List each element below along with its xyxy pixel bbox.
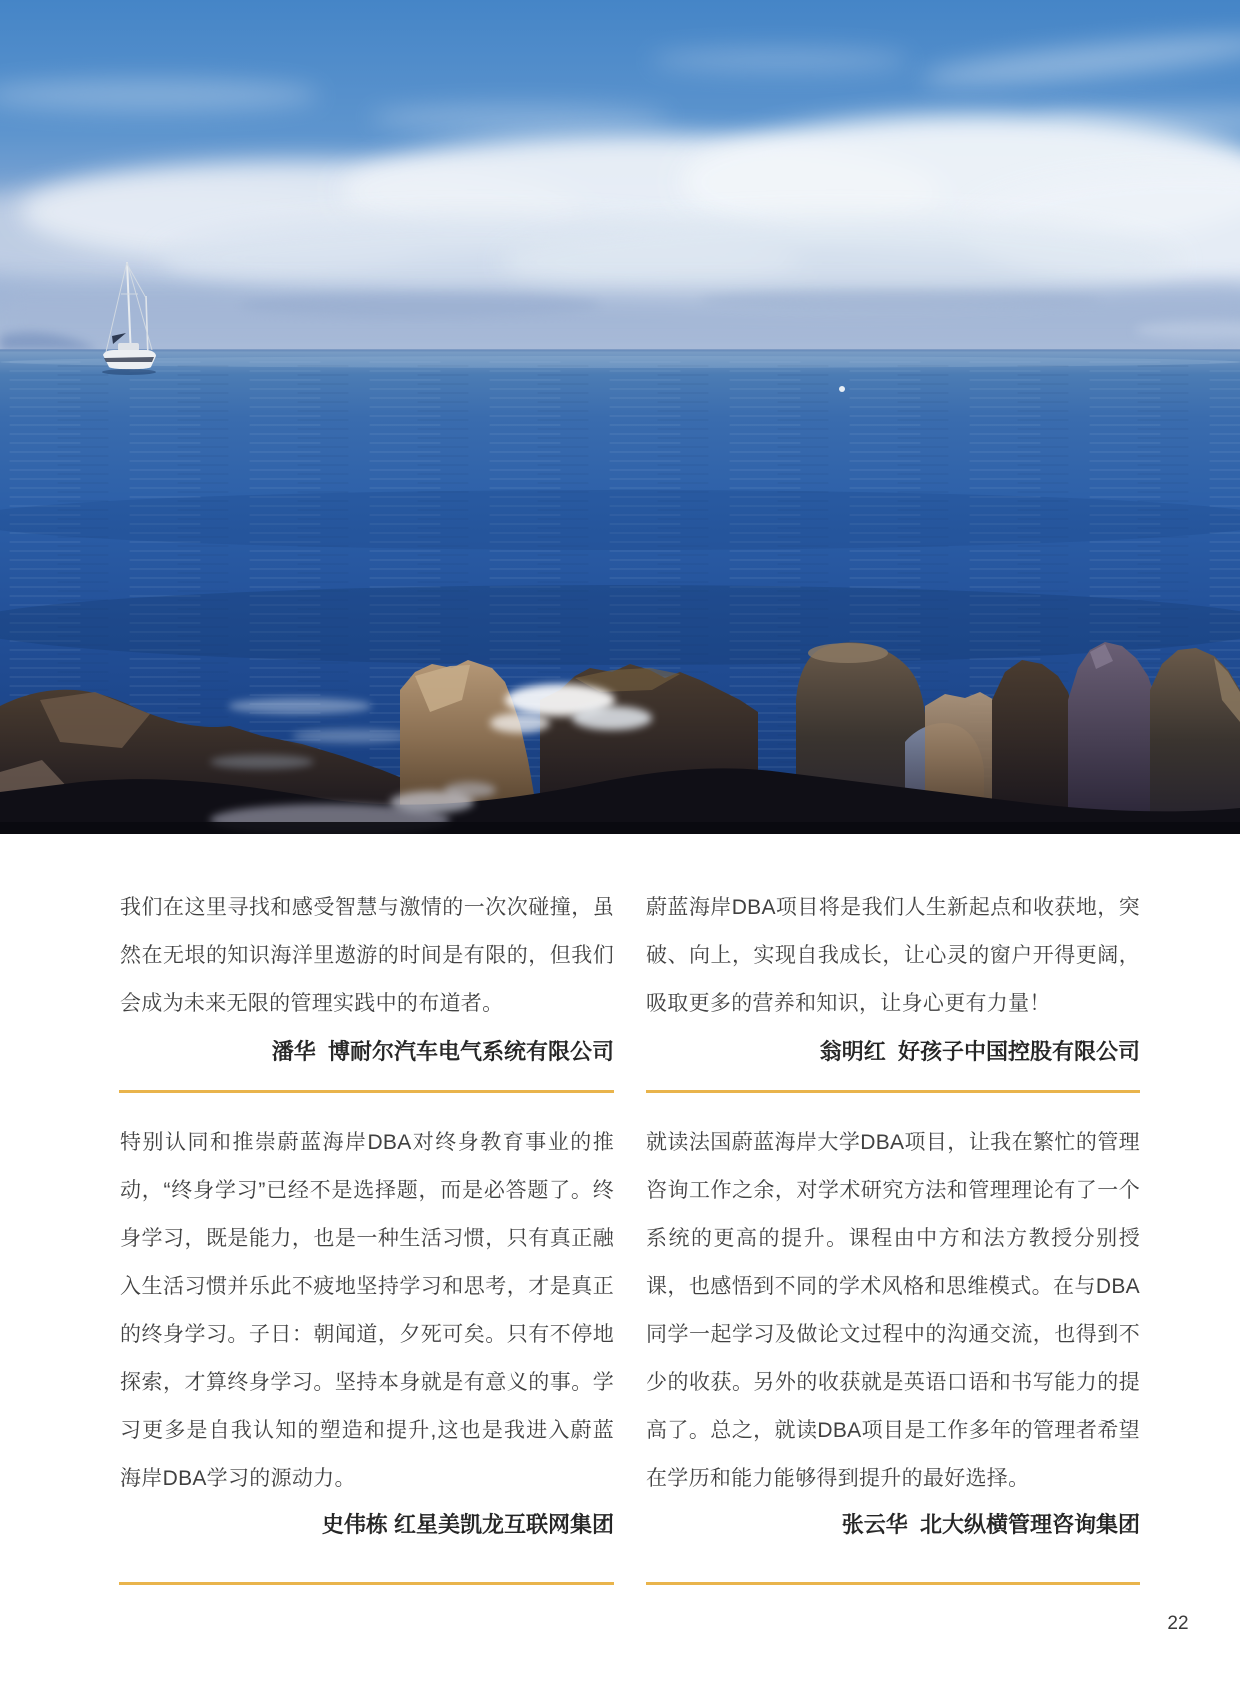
rocks-right-b <box>1068 642 1158 834</box>
testimonial-quote-1: 我们在这里寻找和感受智慧与激情的一次次碰撞，虽然在无垠的知识海洋里遨游的时间是有限的，但我们会成为未来无限的管理实践中的布道者。 <box>120 896 614 1015</box>
testimonial-attribution-3: 史伟栋 红星美凯龙互联网集团 <box>321 1512 614 1537</box>
testimonial-quote-3: 特别认同和推崇蔚蓝海岸DBA对终身教育事业的推动，“终身学习”已经不是选择题，而是必答题了。终身学习，既是能力，也是一种生活习惯，只有真正融入生活习惯并乐此不疲地坚持学习和思考，才是真正的终身学习。子日：朝闻道，夕死可矣。只有不停地探索，才算终身学习。坚持本身就是有意义的事。学习更多是自我认知的塑造和提升,这也是我进入蔚蓝海岸DBA学习的源动力。 <box>120 1131 614 1490</box>
testimonial-quote-4: 就读法国蔚蓝海岸大学DBA项目，让我在繁忙的管理咨询工作之余，对学术研究方法和管理理论有了一个系统的更高的提升。课程由中方和法方教授分别授课，也感悟到不同的学术风格和思维模式。在与DBA同学一起学习及做论文过程中的沟通交流，也得到不少的收获。另外的收获就是英语口语和书写能力的提高了。总之，就读DBA项目是工作多年的管理者希望在学历和能力能够得到提升的最好选择。 <box>646 1131 1140 1490</box>
testimonial-quote-2: 蔚蓝海岸DBA项目将是我们人生新起点和收获地，突破、向上，实现自我成长，让心灵的窗户开得更阔，吸取更多的营养和知识，让身心更有力量！ <box>646 896 1140 1015</box>
page-number: 22 <box>1167 1613 1189 1634</box>
hero-sea-photo <box>0 0 1240 834</box>
sky <box>0 0 1240 356</box>
testimonial-attribution-1: 潘华 博耐尔汽车电气系统有限公司 <box>271 1039 614 1064</box>
buoy <box>839 386 845 392</box>
accent-divider-3 <box>119 1582 614 1585</box>
testimonial-attribution-4: 张云华 北大纵横管理咨询集团 <box>841 1512 1140 1537</box>
accent-divider-2 <box>646 1090 1140 1093</box>
accent-divider-4 <box>646 1582 1140 1585</box>
horizon-line <box>0 349 1240 352</box>
accent-divider-1 <box>119 1090 614 1093</box>
testimonial-attribution-2: 翁明红 好孩子中国控股有限公司 <box>819 1039 1140 1064</box>
